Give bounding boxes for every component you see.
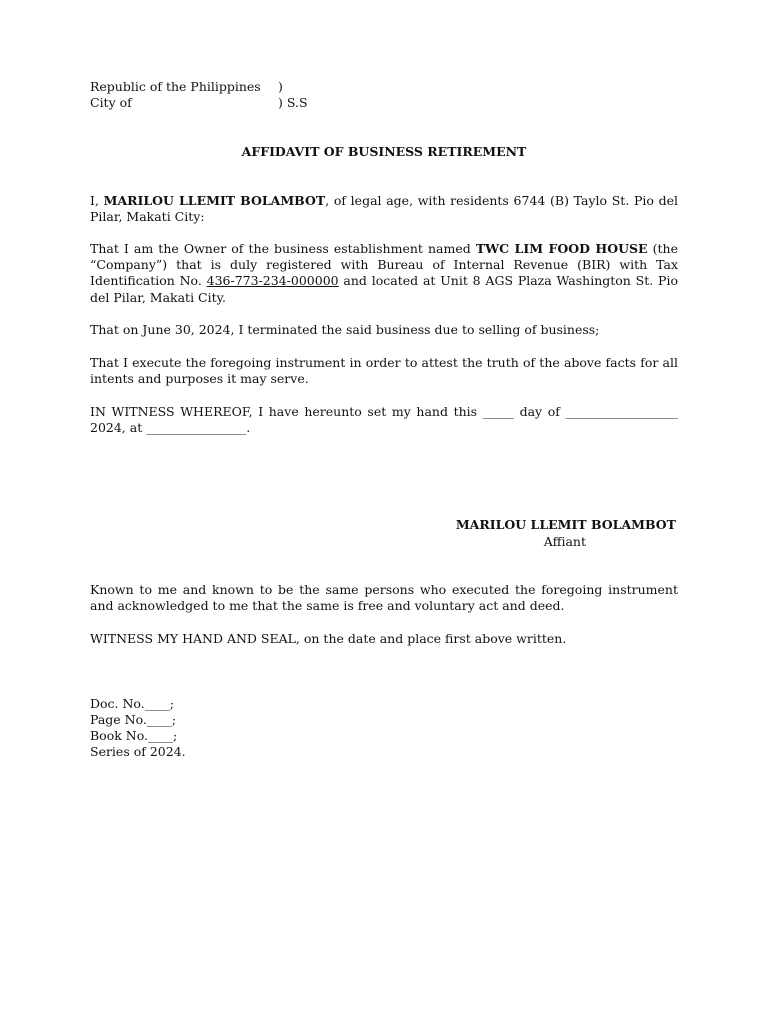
venue-block [90, 79, 308, 111]
venue-republic-paren: ) [278, 79, 283, 94]
intro-paragraph [90, 193, 678, 225]
notarial-record [90, 696, 186, 760]
attestation-paragraph: That I execute the foregoing instrument in order to attest the truth of the above facts for all intents and purposes it may serve. [90, 355, 678, 387]
intro-rest: , of legal age, with residents 6744 (B) Taylo St. Pio del Pilar, Makati City: [90, 193, 679, 225]
venue-ss-paren: ) S.S [278, 95, 308, 110]
ownership-part1: That I am the Owner of the business establishment named [90, 241, 476, 256]
ownership-part3: and located at Unit 8 AGS Plaza Washington St. Pio del Pilar, Makati City. [90, 273, 678, 305]
witness-hand-paragraph: WITNESS MY HAND AND SEAL, on the date and place first above written. [90, 631, 567, 646]
venue-republic-row [90, 79, 283, 95]
tin-number: 436-773-234-000000 [206, 273, 339, 289]
venue-city-row [90, 95, 308, 111]
business-name: TWC LIM FOOD HOUSE [475, 241, 648, 256]
page-number: Page No.____; [90, 712, 177, 727]
series-year: Series of 2024. [90, 744, 186, 759]
acknowledgment-paragraph: Known to me and known to be the same persons who executed the foregoing instrument and acknowledged to me that the same is free and voluntary act and deed. [90, 582, 678, 614]
affiant-signature-name: MARILOU LLEMIT BOLAMBOT [455, 517, 676, 532]
affiant-role: Affiant [543, 534, 586, 549]
document-title: AFFIDAVIT OF BUSINESS RETIREMENT [241, 144, 527, 159]
ownership-paragraph [90, 241, 678, 306]
ownership-part2: (the “Company”) that is duly registered with Bureau of Internal Revenue (BIR) with Tax Identification No. [90, 241, 678, 289]
signature-block [420, 516, 676, 550]
affiant-name-intro: MARILOU LLEMIT BOLAMBOT [103, 193, 326, 208]
doc-number: Doc. No.____; [90, 696, 174, 711]
intro-prefix: I, [90, 193, 104, 208]
book-number: Book No.____; [90, 728, 178, 743]
venue-city-text: City of [90, 95, 132, 110]
venue-republic-text: Republic of the Philippines [90, 79, 261, 94]
witness-whereof-paragraph: IN WITNESS WHEREOF, I have hereunto set my hand this _____ day of __________________ 2024, at ________________. [90, 404, 678, 436]
termination-paragraph: That on June 30, 2024, I terminated the said business due to selling of business; [90, 322, 600, 337]
